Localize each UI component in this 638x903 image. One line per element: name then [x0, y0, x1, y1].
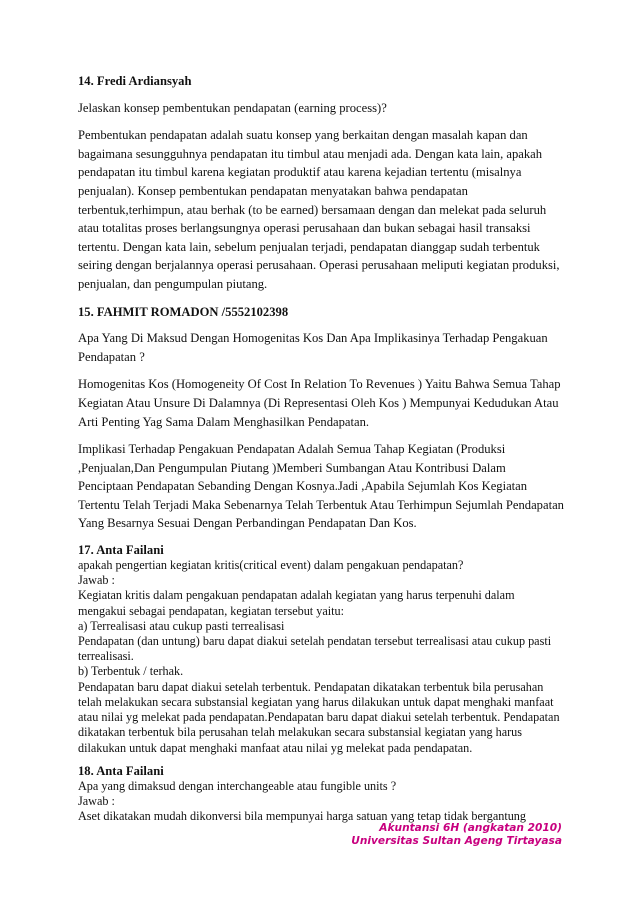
- document-body: [78, 72, 564, 824]
- section-17-item-b: b) Terbentuk / terhak.: [78, 664, 184, 679]
- section-15-answer-1: Homogenitas Kos (Homogeneity Of Cost In Relation To Revenues ) Yaitu Bahwa Semua Tahap Kegiatan Atau Unsure Di Dalamnya (Di Representasi Oleh Kos ) Mempunyai Kedudukan Atau Arti Penting Yag Sama Dalam Menghasilkan Pendapatan.: [78, 377, 561, 429]
- section-17-jawab: Jawab :: [78, 573, 115, 588]
- section-spacer: [78, 756, 564, 763]
- footer-watermark: [351, 822, 562, 849]
- section-15-title: . FAHMIT ROMADON /5552102398: [90, 304, 289, 319]
- section-17-heading: 17. Anta Failani: [78, 543, 164, 558]
- section-17-item-a: a) Terrealisasi atau cukup pasti terrealisasi: [78, 618, 285, 633]
- section-15-heading: [78, 303, 564, 322]
- section-14-answer: Pembentukan pendapatan adalah suatu konsep yang berkaitan dengan masalah kapan dan bagaimana sesungguhnya pendapatan itu timbul atau menjadi ada. Dengan kata lain, apakah pendapatan itu timbul karena kegiatan produktif atau karena kejadian tertentu (misalnya penjualan). Konsep pembentukan pendapatan menyatakan bahwa pendapatan terbentuk,terhimpun, atau berhak (to be earned) bersamaan dengan dan melekat pada seluruh atau totalitas proses berlangsungnya operasi perusahaan dan bukan sebagai hasil transaksi tertentu. Dengan kata lain, sebelum penjualan terjadi, pendapatan dianggap sudah terbentuk seiring dengan berjalannya operasi perusahaan. Operasi perusahaan meliputi kegiatan produksi, penjualan, dan pengumpulan piutang.: [78, 128, 560, 291]
- footer-university-label: Universitas Sultan Ageng Tirtayasa: [351, 835, 562, 848]
- section-15-number: 15: [78, 304, 91, 319]
- section-17-intro: Kegiatan kritis dalam pengakuan pendapatan adalah kegiatan yang harus terpenuhi dalam mengakui sebagai pendapatan, kegiatan tersebut yaitu:: [78, 588, 515, 618]
- section-15-question: Apa Yang Di Maksud Dengan Homogenitas Kos Dan Apa Implikasinya Terhadap Pengakuan Pendapatan ?: [78, 331, 548, 364]
- section-17-item-b-text: Pendapatan baru dapat diakui setelah terbentuk. Pendapatan dikatakan terbentuk bila perusahan telah melakukan secara substansial kegiatan yang harus dilakukan untuk dapat menghaki manfaat atau nilai yg melekat pada pendapatan.Pendapatan baru dapat diakui setelah terbentuk. Pendapatan dikatakan terbentuk bila perusahan telah melakukan secara substansial kegiatan yang harus dilakukan untuk dapat menghaki manfaat atau nilai yg melekat pada pendapatan.: [78, 679, 560, 755]
- section-18-jawab: Jawab :: [78, 793, 115, 808]
- section-18-heading: 18. Anta Failani: [78, 763, 164, 778]
- footer-class-label: Akuntansi 6H (angkatan 2010): [379, 822, 562, 834]
- section-14-heading: 14. Fredi Ardiansyah: [78, 74, 192, 88]
- section-14-question: Jelaskan konsep pembentukan pendapatan (earning process)?: [78, 100, 387, 115]
- section-18-question: Apa yang dimaksud dengan interchangeable atau fungible units ?: [78, 778, 397, 793]
- section-17-question: apakah pengertian kegiatan kritis(critical event) dalam pengakuan pendapatan?: [78, 558, 464, 573]
- section-15-answer-2: Implikasi Terhadap Pengakuan Pendapatan Adalah Semua Tahap Kegiatan (Produksi ,Penjualan,Dan Pengumpulan Piutang )Memberi Sumbangan Atau Kontribusi Dalam Penciptaan Pendapatan Sebanding Dengan Kosnya.Jadi ,Apabila Sejumlah Kos Kegiatan Tertentu Telah Terjadi Maka Sebenarnya Telah Terbentuk Atau Terhimpun Sejumlah Pendapatan Yang Besarnya Sesuai Dengan Perbandingan Pendapatan Dan Kos.: [78, 442, 564, 531]
- section-17-item-a-text: Pendapatan (dan untung) baru dapat diakui setelah pendatan tersebut terrealisasi atau cukup pasti terrealisasi.: [78, 634, 552, 664]
- section-18-answer: Aset dikatakan mudah dikonversi bila mempunyai harga satuan yang tetap tidak bergantung: [78, 809, 526, 824]
